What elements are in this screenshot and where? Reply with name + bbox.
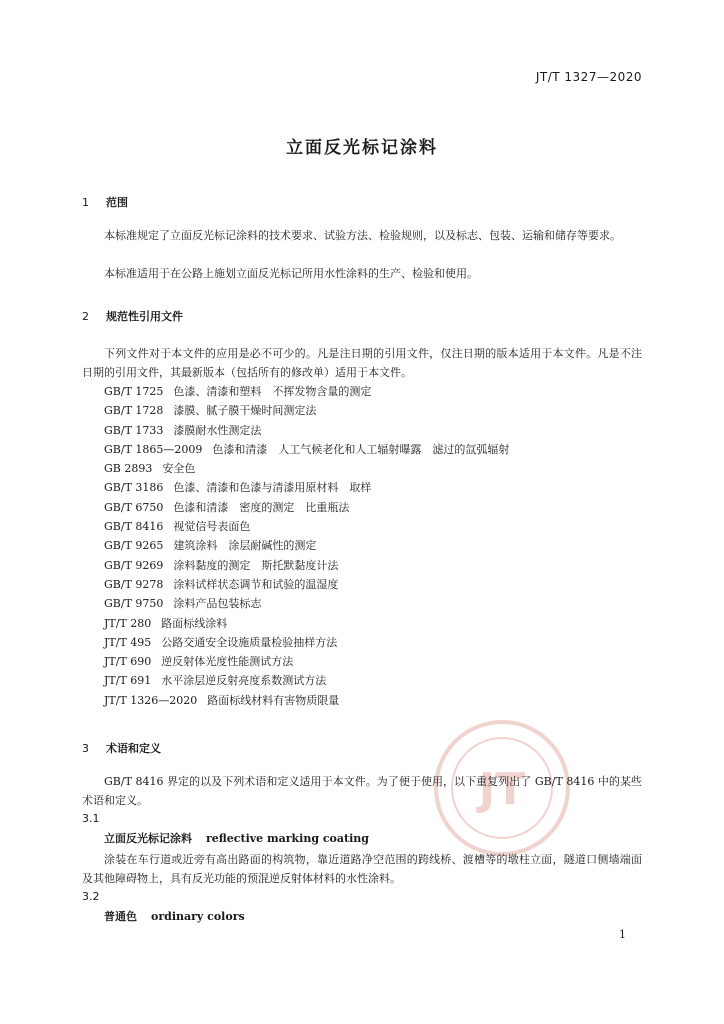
reference-item: [104, 401, 509, 420]
reference-item: [104, 633, 509, 652]
section-3-heading: [82, 740, 161, 756]
term-3-1-number: 3.1: [82, 812, 100, 825]
reference-code: JT/T 690: [104, 655, 152, 669]
scope-paragraph-2: 本标准适用于在公路上施划立面反光标记所用水性涂料的生产、检验和使用。: [104, 267, 478, 280]
reference-title: 公路交通安全设施质量检验抽样方法: [161, 635, 338, 649]
reference-title: 漆膜、腻子膜干燥时间测定法: [173, 404, 317, 418]
reference-title: 路面标线材料有害物质限量: [207, 693, 340, 707]
reference-title: 涂料试样状态调节和试验的温湿度: [173, 577, 339, 591]
reference-item: [104, 517, 509, 536]
reference-code: GB/T 8416: [104, 520, 164, 534]
reference-title: 涂料产品包装标志: [173, 597, 262, 611]
document-title: 立面反光标记涂料: [286, 138, 438, 158]
reference-code: GB/T 1865—2009: [104, 442, 203, 456]
reference-code: GB/T 9278: [104, 577, 164, 591]
reference-code: JT/T 1326—2020: [104, 693, 198, 707]
scope-paragraph-1: 本标准规定了立面反光标记涂料的技术要求、试验方法、检验规则，以及标志、包装、运输和储存等要求。: [104, 229, 621, 242]
terms-intro: GB/T 8416 界定的以及下列术语和定义适用于本文件。为了便于使用，以下重复列出了 GB/T 8416 中的某些术语和定义。: [82, 775, 642, 807]
reference-item: [104, 440, 509, 459]
section-title: 规范性引用文件: [106, 310, 183, 323]
reference-code: GB/T 1728: [104, 404, 164, 418]
reference-item: [104, 614, 509, 633]
reference-item: [104, 459, 509, 478]
reference-code: JT/T 691: [104, 674, 152, 688]
reference-item: [104, 478, 509, 497]
reference-code: GB/T 1725: [104, 385, 164, 398]
section-1-heading: [82, 194, 128, 210]
reference-code: GB/T 9750: [104, 597, 164, 611]
reference-code: GB/T 9269: [104, 558, 164, 572]
term-chinese: 普通色: [104, 910, 137, 923]
section-number: 2: [82, 310, 89, 323]
reference-code: GB/T 6750: [104, 500, 164, 514]
term-3-1-definition: 涂装在车行道或近旁有高出路面的构筑物，靠近道路净空范围的跨线桥、渡槽等的墩柱立面，隧道口侧墙端面及其他障碍物上，具有反光功能的预混逆反射体材料的水性涂料。: [82, 853, 642, 885]
standard-code: JT/T 1327—2020: [535, 70, 642, 84]
reference-title: 建筑涂料 涂层耐碱性的测定: [173, 539, 317, 553]
reference-title: 涂料黏度的测定 斯托默黏度计法: [173, 558, 339, 572]
reference-item: [104, 691, 509, 710]
section-title: 术语和定义: [106, 742, 161, 755]
seal-text: JT: [478, 764, 526, 815]
section-number: 3: [82, 742, 89, 755]
reference-title: 逆反射体光度性能测试方法: [161, 655, 294, 669]
reference-code: GB/T 9265: [104, 539, 164, 553]
reference-title: 水平涂层逆反射亮度系数测试方法: [161, 674, 327, 688]
page-number: 1: [619, 928, 626, 941]
reference-code: JT/T 280: [104, 616, 152, 630]
section-2-heading: [82, 308, 183, 324]
reference-item: [104, 575, 509, 594]
term-3-1: [104, 830, 369, 846]
reference-item: [104, 556, 509, 575]
reference-item: [104, 594, 509, 613]
reference-code: GB/T 3186: [104, 481, 164, 495]
term-english: ordinary colors: [151, 910, 245, 923]
reference-code: GB 2893: [104, 462, 153, 476]
term-3-2-number: 3.2: [82, 890, 100, 903]
reference-title: 色漆、清漆和色漆与清漆用原材料 取样: [173, 481, 372, 495]
reference-title: 安全色: [162, 462, 196, 476]
reference-title: 路面标线涂料: [161, 616, 228, 630]
reference-code: GB/T 1733: [104, 423, 164, 437]
term-english: reflective marking coating: [206, 832, 369, 845]
term-chinese: 立面反光标记涂料: [104, 832, 192, 845]
reference-item: [104, 498, 509, 517]
section-title: 范围: [106, 196, 128, 209]
reference-title: 视觉信号表面色: [173, 520, 251, 534]
term-3-2: [104, 908, 245, 924]
normative-references-intro: 下列文件对于本文件的应用是必不可少的。凡是注日期的引用文件，仅注日期的版本适用于本文件。凡是不注日期的引用文件，其最新版本（包括所有的修改单）适用于本文件。: [82, 347, 642, 379]
reference-item: [104, 421, 509, 440]
reference-title: 色漆和清漆 人工气候老化和人工辐射曝露 滤过的氙弧辐射: [212, 442, 510, 456]
reference-item: [104, 652, 509, 671]
reference-item: [104, 382, 509, 401]
reference-code: JT/T 495: [104, 635, 152, 649]
reference-item: [104, 671, 509, 690]
reference-title: 色漆、清漆和塑料 不挥发物含量的测定: [173, 385, 372, 398]
reference-title: 漆膜耐水性测定法: [173, 423, 262, 437]
reference-item: [104, 536, 509, 555]
section-number: 1: [82, 196, 89, 209]
reference-list: [104, 382, 509, 710]
reference-title: 色漆和清漆 密度的测定 比重瓶法: [173, 500, 350, 514]
